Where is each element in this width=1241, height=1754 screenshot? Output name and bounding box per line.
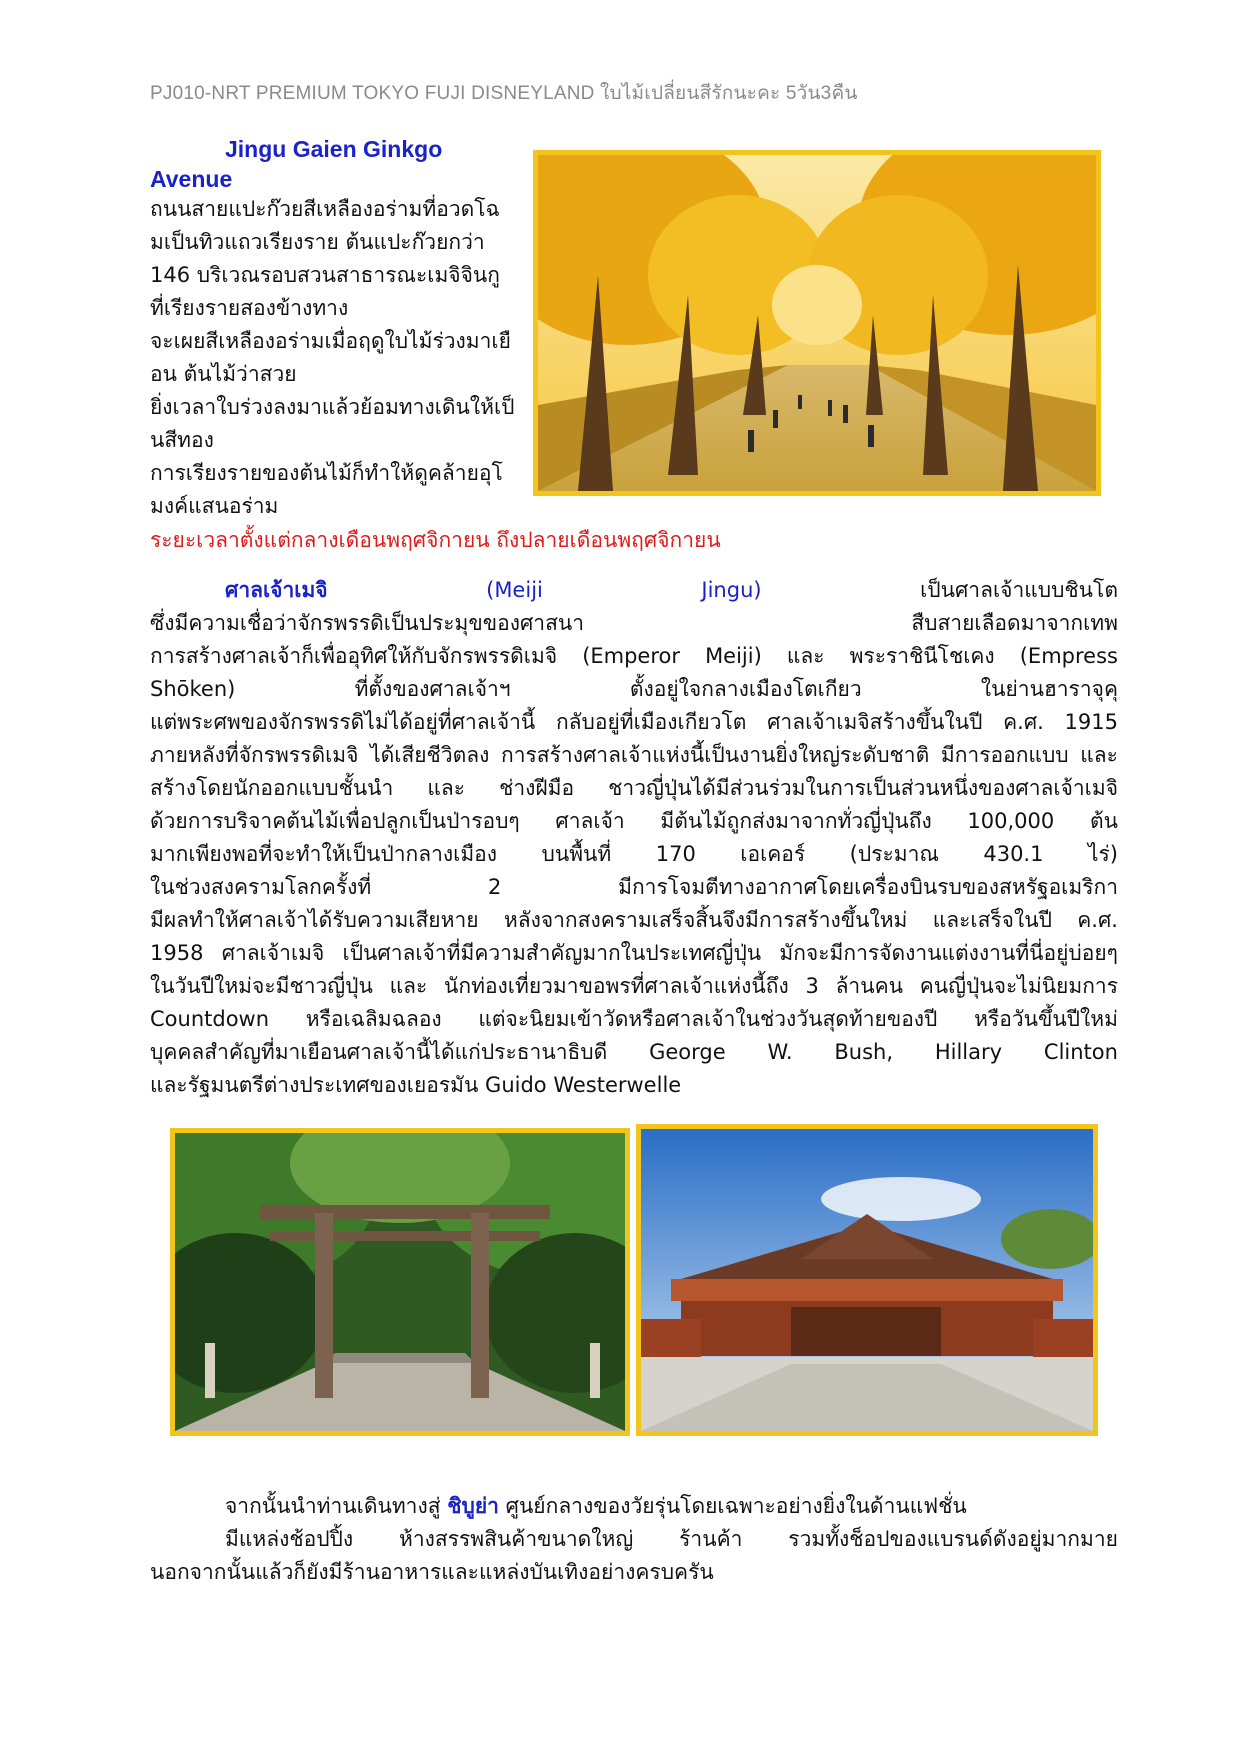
word: George xyxy=(649,1040,726,1064)
word: Clinton xyxy=(1043,1040,1118,1064)
word: ศาลเจ้าเมจิสร้างขึ้นในปี xyxy=(767,710,983,734)
word: และ xyxy=(786,644,825,668)
meiji-shrine-paragraph xyxy=(150,574,1118,1102)
text-line xyxy=(150,640,1118,673)
word: มีการโจมตีทางอากาศโดยเครื่องบินรบของสหรัฐอเมริกา xyxy=(618,875,1118,899)
text-line xyxy=(150,607,1118,640)
word: ในช่วงสงครามโลกครั้งที่ xyxy=(150,875,372,899)
word: ได้เสียชีวิตลง xyxy=(370,743,490,767)
document-header: PJ010-NRT PREMIUM TOKYO FUJI DISNEYLAND ใบไม้เปลี่ยนสีรักนะคะ 5วัน3คืน xyxy=(150,83,858,104)
word: ค.ศ. xyxy=(1003,710,1044,734)
word: การสร้างศาลเจ้าก็เพื่ออุทิศให้กับจักรพรรดิเมจิ xyxy=(150,644,558,668)
word: (Emperor xyxy=(582,644,681,668)
word: ศาลเจ้าเมจิ xyxy=(221,941,325,965)
word: ล้านคน xyxy=(835,974,903,998)
word: 3 xyxy=(805,974,819,998)
word: นอกจากนั้นแล้วก็ยังมีร้านอาหารและแหล่งบันเทิงอย่างครบครัน xyxy=(150,1560,714,1584)
word: W. xyxy=(767,1040,793,1064)
text-line xyxy=(150,574,1118,607)
word: 170 xyxy=(655,842,696,866)
word: ร้านค้า xyxy=(679,1527,743,1551)
text-line xyxy=(150,706,1118,739)
word: มีผลทำให้ศาลเจ้าได้รับความเสียหาย xyxy=(150,908,479,932)
word: 2 xyxy=(487,875,502,899)
word: Meiji) xyxy=(705,644,762,668)
text-line xyxy=(150,904,1118,937)
word: จากนั้นนำท่านเดินทางสู่ xyxy=(225,1494,441,1518)
ginkgo-line: ที่เรียงรายสองข้างทาง xyxy=(150,296,349,320)
word: เอเคอร์ xyxy=(740,842,806,866)
ginkgo-line: ยิ่งเวลาใบร่วงลงมาแล้วย้อมทางเดินให้เป็ xyxy=(150,395,515,419)
word: ในย่านฮาราจุคุ xyxy=(980,677,1118,701)
ginkgo-line: อน ต้นไม้ว่าสวย xyxy=(150,362,297,386)
word: ศูนย์กลางของวัยรุ่นโดยเฉพาะอย่างยิ่งในด้านแฟชั่น xyxy=(505,1494,967,1518)
meiji-title-en: (Meiji xyxy=(486,578,543,602)
word: ด้วยการบริจาคต้นไม้เพื่อปลูกเป็นป่ารอบๆ xyxy=(150,809,520,833)
word: เป็นศาลเจ้าที่มีความสำคัญมากในประเทศญี่ปุ่น xyxy=(342,941,762,965)
meiji-torii-gate-photo xyxy=(170,1128,630,1436)
word: ไร่) xyxy=(1087,842,1118,866)
text-line xyxy=(150,838,1118,871)
word: ค.ศ. xyxy=(1077,908,1118,932)
word: ชาวญี่ปุ่นได้มีส่วนร่วมในการเป็นส่วนหนึ่งของศาลเจ้าเมจิ xyxy=(608,776,1118,800)
word: ต้น xyxy=(1089,809,1118,833)
word: แต่จะนิยมเข้าวัดหรือศาลเจ้าในช่วงวันสุดท้ายของปี xyxy=(478,1007,938,1031)
word: ศาลเจ้า xyxy=(555,809,625,833)
ginkgo-line: จะเผยสีเหลืองอร่ามเมื่อฤดูใบไม้ร่วงมาเยื xyxy=(150,329,511,353)
word: สืบสายเลือดมาจากเทพ xyxy=(911,611,1118,635)
word: ที่ตั้งของศาลเจ้าฯ xyxy=(354,677,511,701)
word: 1915 xyxy=(1064,710,1118,734)
text-line xyxy=(150,739,1118,772)
meiji-title: ศาลเจ้าเมจิ xyxy=(225,578,328,602)
word: นักท่องเที่ยวมาขอพรที่ศาลเจ้าแห่งนี้ถึง xyxy=(444,974,789,998)
word: มักจะมีการจัดงานแต่งงานที่นี่อยู่บ่อยๆ xyxy=(779,941,1118,965)
word: ตั้งอยู่ใจกลางเมืองโตเกียว xyxy=(629,677,862,701)
word: และรัฐมนตรีต่างประเทศของเยอรมัน Guido Westerwelle xyxy=(150,1073,682,1097)
word: คนญี่ปุ่นจะไม่นิยมการ xyxy=(919,974,1118,998)
word: ห้างสรรพสินค้าขนาดใหญ่ xyxy=(399,1527,634,1551)
word: ภายหลังที่จักรพรรดิเมจิ xyxy=(150,743,359,767)
word: 100,000 xyxy=(967,809,1055,833)
word: หรือเฉลิมฉลอง xyxy=(305,1007,442,1031)
meiji-title-en: Jingu) xyxy=(701,578,762,602)
word: กลับอยู่ที่เมืองเกียวโต xyxy=(555,710,747,734)
word: สร้างโดยนักออกแบบชั้นนำ xyxy=(150,776,394,800)
shibuya-paragraph xyxy=(150,1490,1118,1589)
ginkgo-title-line1: Jingu Gaien Ginkgo xyxy=(225,136,443,162)
text-line xyxy=(150,1003,1118,1036)
word: มากเพียงพอที่จะทำให้เป็นป่ากลางเมือง xyxy=(150,842,498,866)
text-line xyxy=(150,1069,1118,1102)
text-line xyxy=(150,1036,1118,1069)
word: หลังจากสงครามเสร็จสิ้นจึงมีการสร้างขึ้นใหม่ xyxy=(503,908,908,932)
word: มีต้นไม้ถูกส่งมาจากทั่วญี่ปุ่นถึง xyxy=(660,809,932,833)
ginkgo-section-title xyxy=(150,134,480,194)
ginkgo-line: ถนนสายแปะก๊วยสีเหลืองอร่ามที่อวดโฉ xyxy=(150,197,500,221)
season-period-note: ระยะเวลาตั้งแต่กลางเดือนพฤศจิกายน ถึงปลายเดือนพฤศจิกายน xyxy=(150,528,721,552)
ginkgo-line: การเรียงรายของต้นไม้ก็ทำให้ดูคล้ายอุโ xyxy=(150,461,503,485)
word: และ xyxy=(389,974,428,998)
word: (ประมาณ xyxy=(849,842,939,866)
word: (Empress xyxy=(1019,644,1118,668)
word: Hillary xyxy=(934,1040,1003,1064)
ginkgo-line: มเป็นทิวแถวเรียงราย ต้นแปะก๊วยกว่า xyxy=(150,230,485,254)
meiji-shrine-hall-photo xyxy=(636,1124,1098,1436)
ginkgo-title-line2: Avenue xyxy=(150,166,233,192)
word: รวมทั้งช็อปของแบรนด์ดังอยู่มากมาย xyxy=(788,1527,1118,1551)
text-line xyxy=(150,937,1118,970)
word: และเสร็จในปี xyxy=(932,908,1052,932)
ginkgo-avenue-photo xyxy=(533,150,1101,496)
word: 1958 xyxy=(150,941,204,965)
text-line xyxy=(150,1556,1118,1589)
ginkgo-description xyxy=(150,193,520,523)
text-line xyxy=(150,1523,1118,1556)
ginkgo-line: 146 บริเวณรอบสวนสาธารณะเมจิจินกู xyxy=(150,263,500,287)
word: แต่พระศพของจักรพรรดิไม่ได้อยู่ที่ศาลเจ้านี้ xyxy=(150,710,536,734)
word: 430.1 xyxy=(983,842,1044,866)
text-line xyxy=(150,772,1118,805)
word: ช่างฝีมือ xyxy=(499,776,575,800)
text-line xyxy=(150,1490,1118,1523)
meiji-lead-text: เป็นศาลเจ้าแบบชินโต xyxy=(920,578,1118,602)
word: Countdown xyxy=(150,1007,270,1031)
word: มีแหล่งช้อปปิ้ง xyxy=(225,1527,354,1551)
shibuya-place-name: ชิบูย่า xyxy=(447,1494,499,1518)
ginkgo-line: มงค์แสนอร่าม xyxy=(150,494,279,518)
word: และ xyxy=(1080,743,1118,767)
word: และ xyxy=(427,776,466,800)
word: บุคคลสำคัญที่มาเยือนศาลเจ้านี้ได้แก่ประธานาธิบดี xyxy=(150,1040,608,1064)
word: พระราชินีโชเคง xyxy=(849,644,995,668)
text-line xyxy=(150,970,1118,1003)
text-line xyxy=(150,805,1118,838)
word: มีการออกแบบ xyxy=(940,743,1069,767)
word: Shōken) xyxy=(150,677,236,701)
word: การสร้างศาลเจ้าแห่งนี้เป็นงานยิ่งใหญ่ระดับชาติ xyxy=(501,743,930,767)
ginkgo-line: นสีทอง xyxy=(150,428,214,452)
word: บนพื้นที่ xyxy=(541,842,612,866)
word: ซึ่งมีความเชื่อว่าจักรพรรดิเป็นประมุขของศาสนา xyxy=(150,611,585,635)
text-line xyxy=(150,673,1118,706)
text-line xyxy=(150,871,1118,904)
word: หรือวันขึ้นปีใหม่ xyxy=(974,1007,1118,1031)
word: ในวันปีใหม่จะมีชาวญี่ปุ่น xyxy=(150,974,373,998)
word: Bush, xyxy=(834,1040,894,1064)
